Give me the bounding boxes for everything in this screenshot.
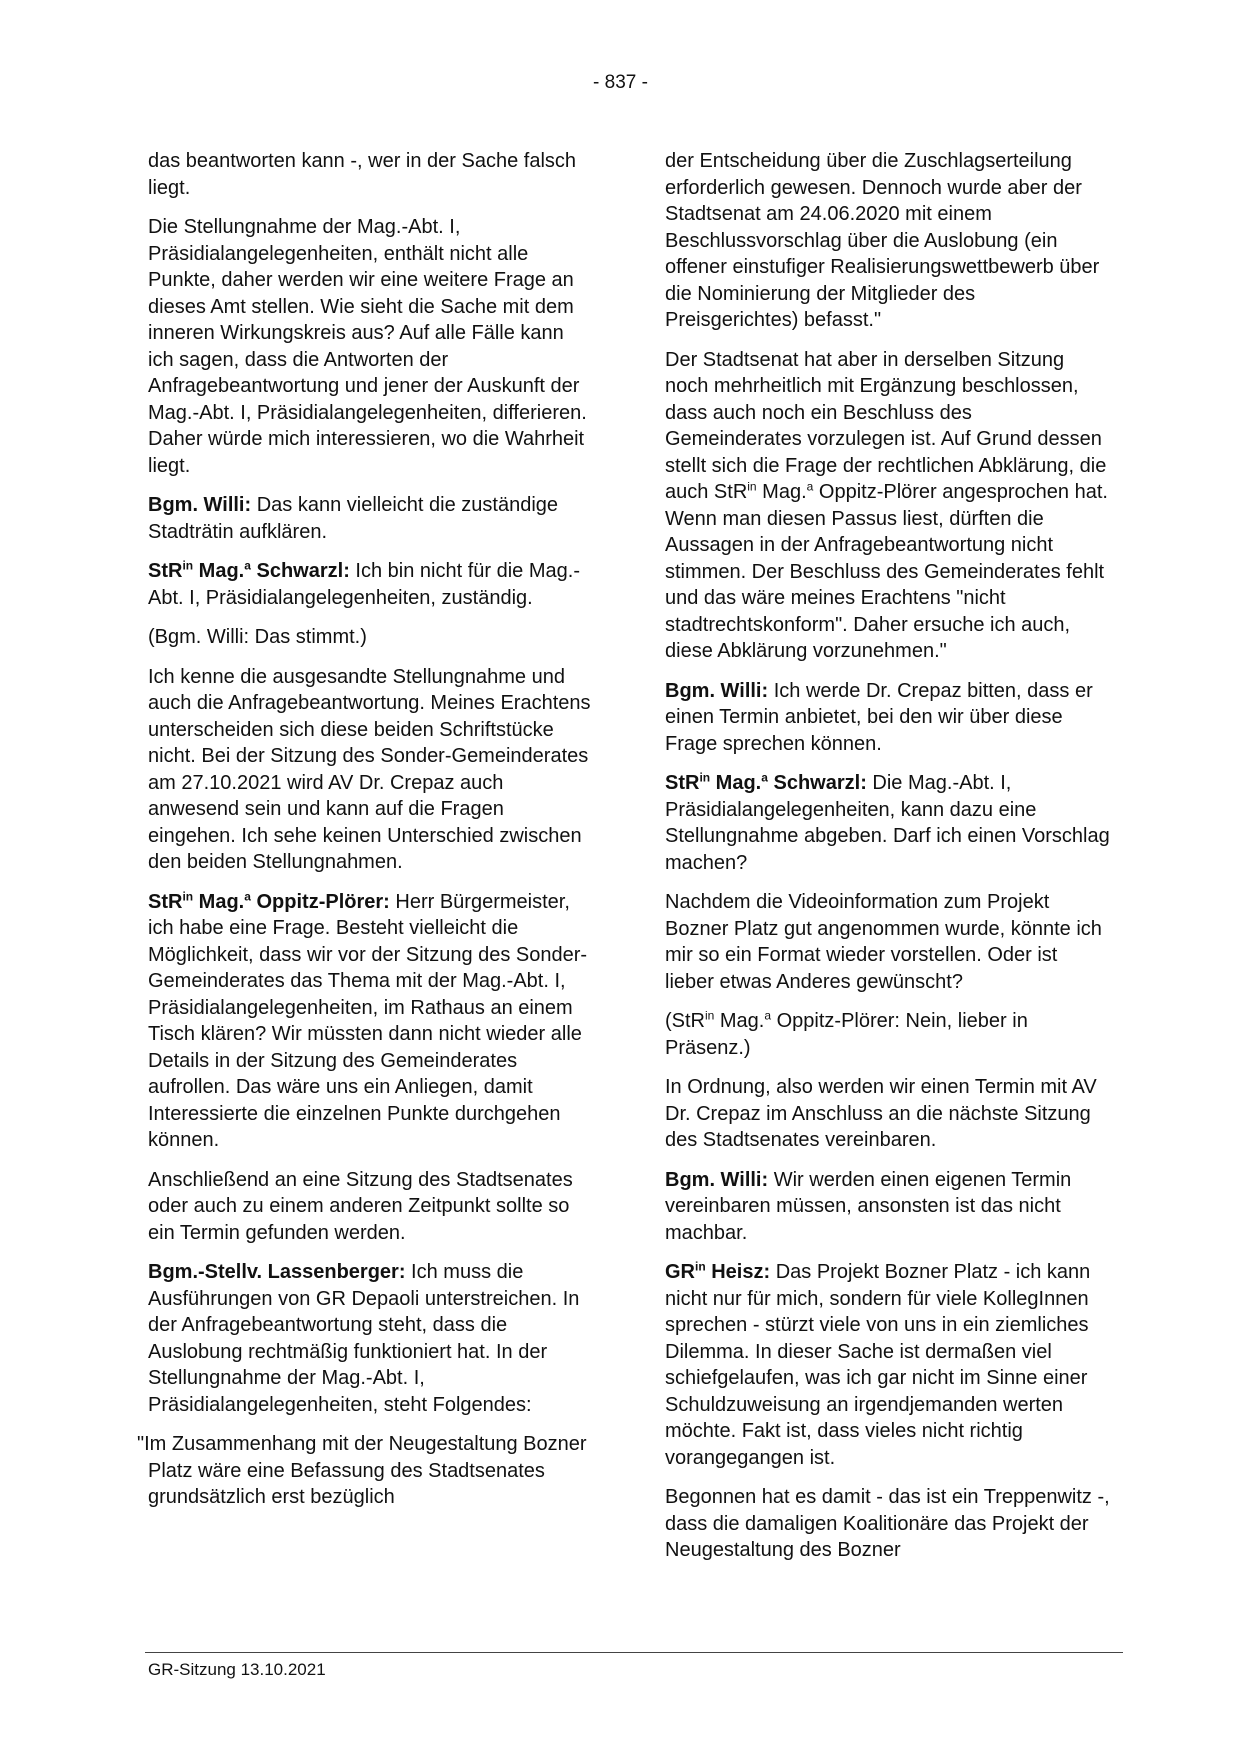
page-number: - 837 - [593,72,648,93]
paragraph: Nachdem die Videoinformation zum Projekt Bozner Platz gut angenommen wurde, könnte ich mir so ein Format wieder vorstellen. Oder ist lieber etwas Anderes gewünscht? [665,891,1102,993]
speech-paragraph: StR$^{in}$ Mag.$^a$ Schwarzl: Ich bin nicht für die Mag.-Abt. I, Präsidialangelegenheiten, zuständig. [148,558,580,609]
speech-paragraph: $GR^{in}$ Heisz: Das Projekt Bozner Platz - ich kann nicht nur für mich, sondern für viele KollegInnen sprechen - stürzt viele von uns in ein ziemliches Dilemma. In dieser Sache ist dermaßen viel schiefgelaufen, was ich gar nicht im Sinne einer Schuldzuweisung an irgendjemanden werten möchte. Fakt ist, dass vieles nicht richtig vorangegangen ist. [665,1259,1091,1469]
speech-paragraph: StR$^{in}$ Mag.$^a$ Oppitz-Plörer: Herr Bürgermeister, ich habe eine Frage. Besteht vielleicht die Möglichkeit, dass wir vor der Sitzung des Sonder-Gemeinderates das Thema mit der Mag.-Abt. I, Präsidialangelegenheiten, im Rathaus an einem Tisch klären? Wir müssten dann nicht wieder alle Details in der Sitzung des Gemeinderates aufrollen. Das wäre uns ein Anliegen, damit Interessierte die einzelnen Punkte durchgehen können. [148,888,588,1151]
speech-paragraph: Bgm. Willi: Wir werden einen eigenen Termin vereinbaren müssen, ansonsten ist das nicht machbar. [665,1168,1072,1244]
speaker-name: Bgm. Willi: [148,494,252,516]
footer-divider [145,1652,1123,1653]
speaker-name: Bgm. Willi: [665,679,769,702]
footer-text: GR-Sitzung 13.10.2021 [148,1660,326,1679]
speaker-name: StR$^{in}$ Mag.$^a$ Oppitz-Plörer: [148,888,390,913]
speaker-name: Bgm.-Stellv. Lassenberger: [148,1261,406,1283]
speaker-name: $GR^{in}$ Heisz: [665,1259,771,1283]
paragraph: In Ordnung, also werden wir einen Termin mit AV Dr. Crepaz im Anschluss an die nächste Sitzung des Stadtsenates vereinbaren. [665,1076,1097,1151]
paragraph: Der Stadtsenat hat aber in derselben Sitzung noch mehrheitlich mit Ergänzung beschlossen, dass auch noch ein Beschluss des Gemeinderates vorzulegen ist. Auf Grund dessen stellt sich die Frage der rechtlichen Abklärung, die auch StR$^{in}$ Mag.$^a$ Oppitz-Plörer angesprochen hat. Wenn man diesen Passus liest, dürften die Aussagen in der Anfragebeantwortung nicht stimmen. Der Beschluss des Gemeinderates fehlt und das wäre meines Erachtens "nicht stadtrechtskonform". Daher ersuche ich auch, diese Abklärung vorzunehmen." [665,348,1108,662]
paragraph: Anschließend an eine Sitzung des Stadtsenates oder auch zu einem anderen Zeitpunkt sollte so ein Termin gefunden werden. [148,1168,573,1244]
speaker-name: StR$^{in}$ Mag.$^a$ Schwarzl: [148,558,350,582]
paragraph: (StR$^{in}$ Mag.$^a$ Oppitz-Plörer: Nein, lieber in Präsenz.) [665,1008,1028,1059]
right-column [665,148,1110,1577]
speech-paragraph: Bgm.-Stellv. Lassenberger: Ich muss die Ausführungen von GR Depaoli unterstreichen. In der Anfragebeantwortung steht, dass die Auslobung rechtmäßig funktioniert hat. In der Stellungnahme der Mag.-Abt. I, Präsidialangelegenheiten, steht Folgendes: [148,1261,580,1416]
paragraph: Die Stellungnahme der Mag.-Abt. I, Präsidialangelegenheiten, enthält nicht alle Punkte, daher werden wir eine weitere Frage an dieses Amt stellen. Wie sieht die Sache mit dem inneren Wirkungskreis aus? Auf alle Fälle kann ich sagen, dass die Antworten der Anfragebeantwortung und jener der Auskunft der Mag.-Abt. I, Präsidialangelegenheiten, differieren. Daher würde mich interessieren, wo die Wahrheit liegt. [148,216,587,477]
speech-paragraph: StR$^{in}$ Mag.$^a$ Schwarzl: Die Mag.-Abt. I, Präsidialangelegenheiten, kann dazu eine Stellungnahme abgeben. Darf ich einen Vorschlag machen? [665,770,1110,874]
speaker-name: Bgm. Willi: [665,1168,769,1191]
paragraph: (Bgm. Willi: Das stimmt.) [148,626,367,648]
paragraph: Ich kenne die ausgesandte Stellungnahme und auch die Anfragebeantwortung. Meines Erachtens unterscheiden sich diese beiden Schriftstücke nicht. Bei der Sitzung des Sonder-Gemeinderates am 27.10.2021 wird AV Dr. Crepaz auch anwesend sein und kann auf die Fragen eingehen. Ich sehe keinen Unterschied zwischen den beiden Stellungnahmen. [148,665,591,873]
paragraph: das beantworten kann -, wer in der Sache falsch liegt. [148,150,577,199]
left-column [137,148,593,1524]
speaker-name: StR$^{in}$ Mag.$^a$ Schwarzl: [665,770,867,794]
paragraph: Begonnen hat es damit - das ist ein Treppenwitz -, dass die damaligen Koalitionäre das Projekt der Neugestaltung des Bozner [665,1486,1110,1561]
speech-paragraph: Bgm. Willi: Ich werde Dr. Crepaz bitten, dass er einen Termin anbietet, bei den wir über diese Frage sprechen können. [665,679,1093,755]
paragraph: der Entscheidung über die Zuschlagserteilung erforderlich gewesen. Dennoch wurde aber der Stadtsenat am 24.06.2020 mit einem Beschlussvorschlag über die Auslobung (ein offener einstufiger Realisierungswettbewerb über die Nominierung der Mitglieder des Preisgerichtes) befasst." [665,150,1100,331]
quote-paragraph: "Im Zusammenhang mit der Neugestaltung Bozner Platz wäre eine Befassung des Stadtsenates grundsätzlich erst bezüglich [137,1433,587,1508]
speech-paragraph: Bgm. Willi: Das kann vielleicht die zuständige Stadträtin aufklären. [148,494,559,543]
